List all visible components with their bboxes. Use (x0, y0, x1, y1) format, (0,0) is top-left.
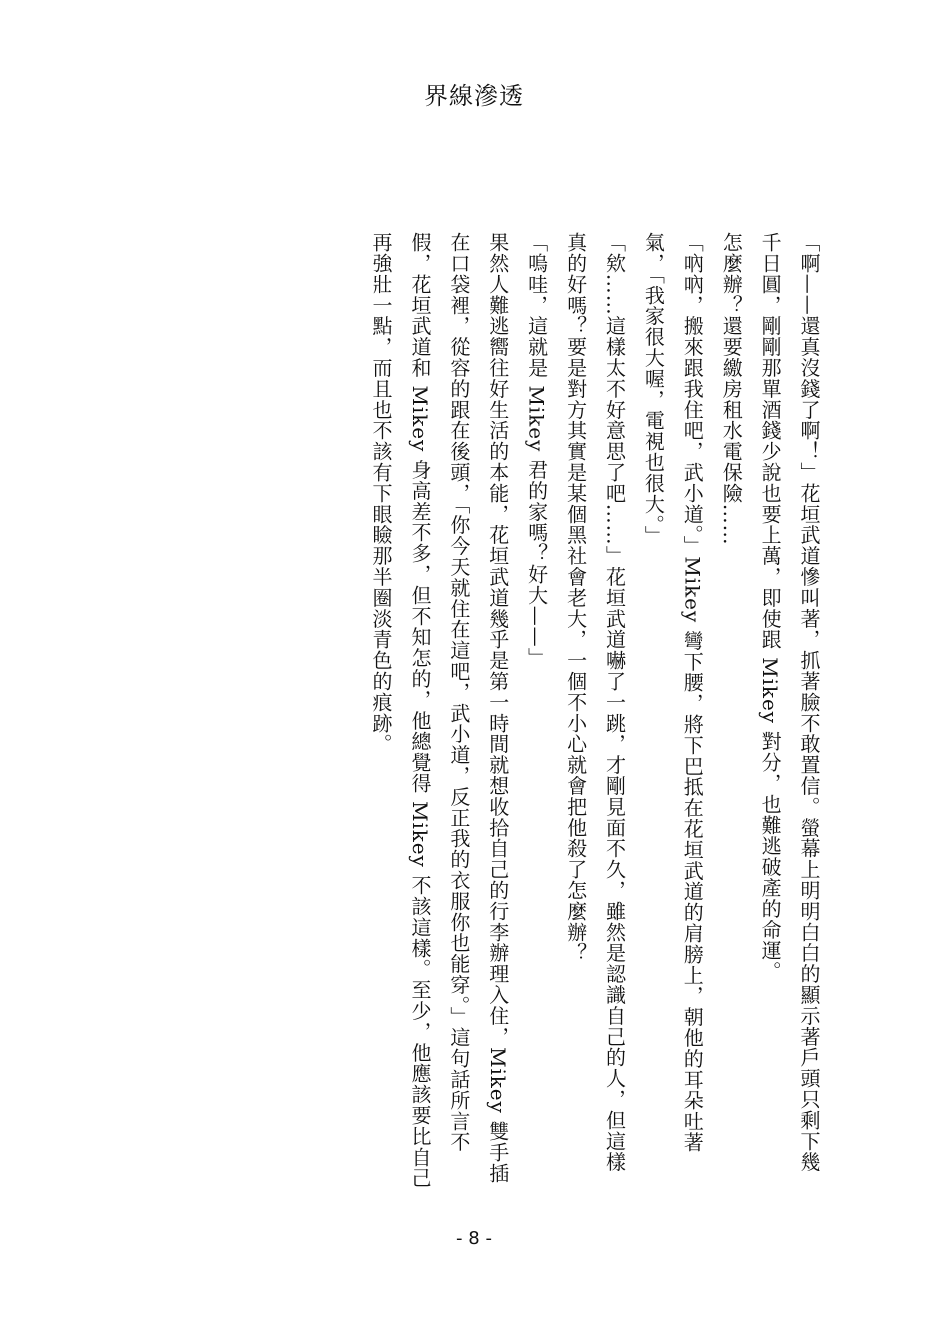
page-number: - 8 - (456, 1228, 492, 1249)
paragraph-2: 怎麼辦？還要繳房租水電保險…… (719, 232, 744, 546)
paragraph-6: 果然人難逃嚮往好生活的本能，花垣武道幾乎是第一時間就想收拾自己的行李辦理入住，Mikey 雙手插在口袋裡，從容的跟在後頭，「你今天就住在這吧，武小道，反正我的衣服你也能穿。」這句話所言不假，花垣武道和 Mikey 身高差不多，但不知怎的，他總覺得 Mikey 不該這樣。至少，他應該要比自己再強壯一點，而且也不該有下眼瞼那半圈淡青色的痕跡。 (369, 232, 510, 1189)
page-title: 界線滲透 (424, 82, 524, 110)
body-text (228, 232, 828, 1192)
paragraph-3: 「吶吶，搬來跟我住吧，武小道。」Mikey 彎下腰，將下巴抵在花垣武道的肩膀上，朝他的耳朵吐著氣，「我家很大喔，電視也很大。」 (641, 232, 705, 1153)
paragraph-1: 「啊——還真沒錢了啊！」花垣武道慘叫著，抓著臉不敢置信。螢幕上明明白白的顯示著戶頭只剩下幾千日圓，剛剛那單酒錢少說也要上萬，即使跟 Mikey 對分，也難逃破產的命運。 (758, 232, 821, 1173)
paragraph-4: 「欸……這樣太不好意思了吧……」花垣武道嚇了一跳，才剛見面不久，雖然是認識自己的人，但這樣真的好嗎？要是對方其實是某個黑社會老大，一個不小心就會把他殺了怎麼辦？ (563, 232, 627, 1173)
paragraph-5: 「嗚哇，這就是 Mikey 君的家嗎？好大——」 (524, 232, 549, 669)
